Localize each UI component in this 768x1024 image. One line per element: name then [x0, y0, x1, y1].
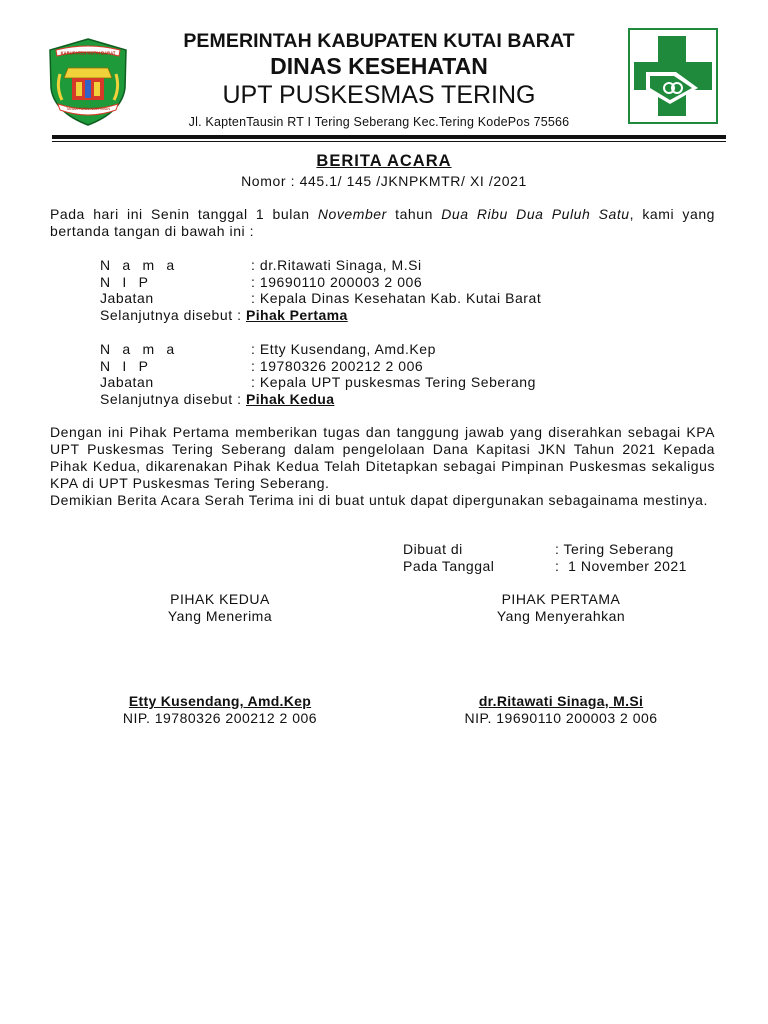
document-number: Nomor : 445.1/ 145 /JKNPKMTR/ XI /2021	[241, 173, 527, 189]
party-first-details	[100, 257, 541, 324]
party2-nip-label: N I P	[100, 357, 153, 374]
party2-referred-colon: :	[232, 391, 246, 408]
party2-name-label: N a m a	[100, 341, 179, 357]
assignment-paragraph: Dengan ini Pihak Pertama memberikan tugas dan tanggung jawab yang diserahkan sebagai KPA UPT Puskesmas Tering Seberang dalam pengelolaan Dana Kapitasi JKN Tahun 2021 Kepada Pihak Kedua, dikarenakan Pihak Kedua Telah Ditetapkan sebagai Pimpinan Puskesmas sekaligus KPA di UPT Puskesmas Tering Seberang.	[50, 424, 715, 491]
second-party-sub: Yang Menerima	[167, 608, 273, 624]
closing-paragraph: Demikian Berita Acara Serah Terima ini di buat untuk dapat dipergunakan sebagainama mestinya.	[50, 492, 708, 508]
party2-referred-label: Selanjutnya disebut	[100, 391, 233, 408]
letterhead-address: Jl. KaptenTausin RT I Tering Seberang Kec.Tering KodePos 75566	[188, 115, 570, 129]
first-party-role: PIHAK PERTAMA	[501, 591, 621, 607]
date-label: Pada Tanggal	[403, 558, 495, 574]
signature-first-party	[430, 591, 692, 727]
opening-text-3: , kami yang bertanda tangan di bawah ini :	[50, 206, 715, 239]
party1-nip-label: N I P	[100, 273, 153, 290]
opening-text-1: Pada hari ini Senin tanggal 1 bulan	[50, 206, 318, 222]
document-title	[0, 152, 768, 171]
party2-referred-value: Pihak Kedua	[245, 391, 335, 408]
letterhead	[140, 30, 618, 130]
signature-second-party	[90, 591, 350, 727]
first-party-signature-space	[430, 625, 692, 693]
opening-text-2: tahun	[386, 206, 442, 222]
puskesmas-logo-icon	[628, 28, 718, 124]
party2-name-value: : Etty Kusendang, Amd.Kep	[251, 341, 436, 357]
party-second-details	[100, 341, 536, 408]
first-party-nip: NIP. 19690110 200003 2 006	[464, 710, 658, 726]
letterhead-government: PEMERINTAH KABUPATEN KUTAI BARAT	[183, 30, 575, 52]
letterhead-divider-thick	[52, 135, 726, 139]
emblem-ribbon-text: KABUPATEN KUTAI BARAT	[60, 50, 116, 56]
letterhead-department: DINAS KESEHATAN	[270, 53, 488, 79]
place-date-block	[403, 541, 687, 575]
letterhead-divider-thin	[52, 141, 726, 142]
second-party-nip: NIP. 19780326 200212 2 006	[122, 710, 318, 726]
first-party-sub: Yang Menyerahkan	[496, 608, 626, 624]
opening-year-words: Dua Ribu Dua Puluh Satu	[441, 206, 630, 222]
opening-month: November	[317, 206, 387, 222]
party1-position-value: : Kepala Dinas Kesehatan Kab. Kutai Barat	[251, 290, 542, 307]
second-party-role: PIHAK KEDUA	[170, 591, 270, 607]
made-at-label: Dibuat di	[403, 541, 463, 557]
party1-name-label: N a m a	[100, 257, 179, 273]
kutai-barat-emblem-icon	[48, 38, 128, 126]
party1-position-label: Jabatan	[100, 290, 154, 307]
party1-referred-colon: :	[232, 307, 246, 324]
second-party-name: Etty Kusendang, Amd.Kep	[128, 693, 312, 709]
made-at-value: : Tering Seberang	[555, 541, 674, 557]
letterhead-unit: UPT PUSKESMAS TERING	[222, 81, 536, 109]
party1-referred-value: Pihak Pertama	[245, 307, 348, 324]
party2-nip-value: : 19780326 200212 2 006	[251, 357, 424, 374]
party1-nip-value: : 19690110 200003 2 006	[251, 273, 423, 290]
party1-referred-label: Selanjutnya disebut	[100, 307, 233, 324]
document-title-text: BERITA ACARA	[316, 152, 452, 170]
party1-name-value: : dr.Ritawati Sinaga, M.Si	[251, 257, 422, 273]
opening-paragraph	[50, 206, 715, 240]
emblem-motto-text: TANAA PURAI NGERIMAN	[66, 107, 110, 111]
first-party-name: dr.Ritawati Sinaga, M.Si	[478, 693, 644, 709]
second-party-signature-space	[90, 625, 350, 693]
date-value: : 1 November 2021	[555, 558, 687, 574]
party2-position-label: Jabatan	[100, 374, 154, 391]
party2-position-value: : Kepala UPT puskesmas Tering Seberang	[251, 374, 536, 391]
